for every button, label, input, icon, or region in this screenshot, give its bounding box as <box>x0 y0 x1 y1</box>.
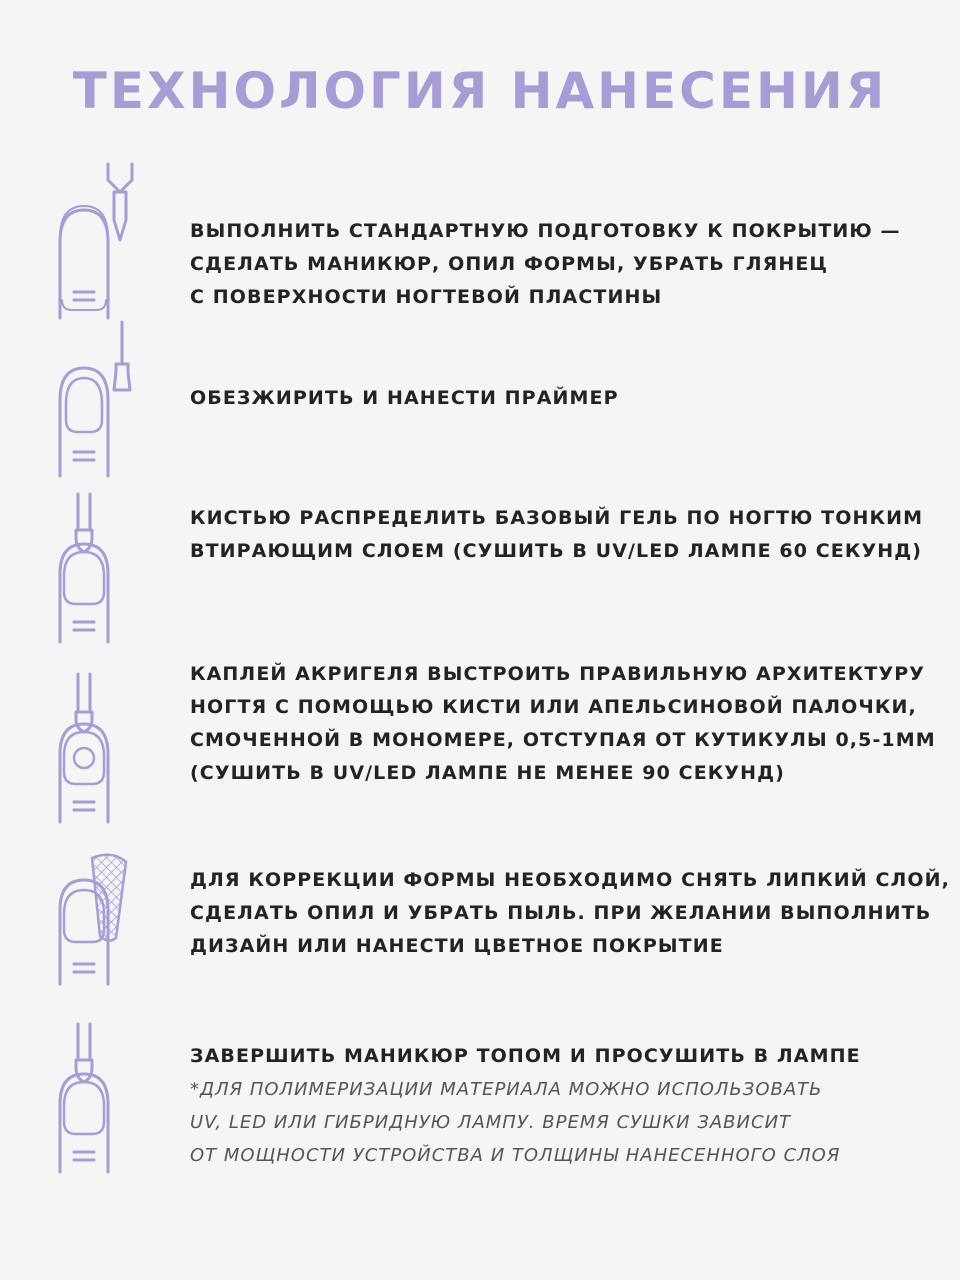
step-4-line: СМОЧЕННОЙ В МОНОМЕРЕ, ОТСТУПАЯ ОТ КУТИКУЛЫ 0,5-1ММ <box>190 729 936 751</box>
step-5-text <box>190 864 950 963</box>
step-3-text <box>190 502 923 568</box>
step-4-line: (СУШИТЬ В UV/LED ЛАМПЕ НЕ МЕНЕЕ 90 СЕКУНД) <box>190 762 785 784</box>
step-4-line: КАПЛЕЙ АКРИГЕЛЯ ВЫСТРОИТЬ ПРАВИЛЬНУЮ АРХИТЕКТУРУ <box>190 663 925 685</box>
step-5-line: ДИЗАЙН ИЛИ НАНЕСТИ ЦВЕТНОЕ ПОКРЫТИЕ <box>190 935 724 957</box>
nail-base-brush-icon <box>52 492 142 652</box>
step-6-note-line: *ДЛЯ ПОЛИМЕРИЗАЦИИ МАТЕРИАЛА МОЖНО ИСПОЛЬЗОВАТЬ <box>190 1079 823 1100</box>
step-6-line: ЗАВЕРШИТЬ МАНИКЮР ТОПОМ И ПРОСУШИТЬ В ЛАМПЕ <box>190 1045 861 1067</box>
step-6-text <box>190 1040 861 1172</box>
step-6-note-line: ОТ МОЩНОСТИ УСТРОЙСТВА И ТОЛЩИНЫ НАНЕСЕННОГО СЛОЯ <box>190 1145 841 1166</box>
nail-primer-brush-icon <box>52 320 142 480</box>
step-3-line: КИСТЬЮ РАСПРЕДЕЛИТЬ БАЗОВЫЙ ГЕЛЬ ПО НОГТЮ ТОНКИМ <box>190 507 924 529</box>
step-1-text <box>190 215 901 314</box>
step-5-line: СДЕЛАТЬ ОПИЛ И УБРАТЬ ПЫЛЬ. ПРИ ЖЕЛАНИИ ВЫПОЛНИТЬ <box>190 902 932 924</box>
step-4-line: НОГТЯ С ПОМОЩЬЮ КИСТИ ИЛИ АПЕЛЬСИНОВОЙ ПАЛОЧКИ, <box>190 696 917 718</box>
step-1-line: СДЕЛАТЬ МАНИКЮР, ОПИЛ ФОРМЫ, УБРАТЬ ГЛЯНЕЦ <box>190 253 829 275</box>
nail-drop-brush-icon <box>52 672 142 832</box>
page-title: ТЕХНОЛОГИЯ НАНЕСЕНИЯ <box>72 62 888 120</box>
step-4-text <box>190 658 936 790</box>
step-1-line: С ПОВЕРХНОСТИ НОГТЕВОЙ ПЛАСТИНЫ <box>190 286 663 308</box>
step-1-line: ВЫПОЛНИТЬ СТАНДАРТНУЮ ПОДГОТОВКУ К ПОКРЫТИЮ — <box>190 220 901 242</box>
step-2-line: ОБЕЗЖИРИТЬ И НАНЕСТИ ПРАЙМЕР <box>190 387 619 409</box>
step-6-note-line: UV, LED ИЛИ ГИБРИДНУЮ ЛАМПУ. ВРЕМЯ СУШКИ ЗАВИСИТ <box>190 1112 792 1133</box>
step-3-line: ВТИРАЮЩИМ СЛОЕМ (СУШИТЬ В UV/LED ЛАМПЕ 60 СЕКУНД) <box>190 540 923 562</box>
step-5-line: ДЛЯ КОРРЕКЦИИ ФОРМЫ НЕОБХОДИМО СНЯТЬ ЛИПКИЙ СЛОЙ, <box>190 869 950 891</box>
nail-pusher-icon <box>52 160 142 320</box>
nail-top-brush-icon <box>52 1022 142 1182</box>
nail-file-icon <box>52 852 152 992</box>
step-2-text <box>190 382 619 415</box>
